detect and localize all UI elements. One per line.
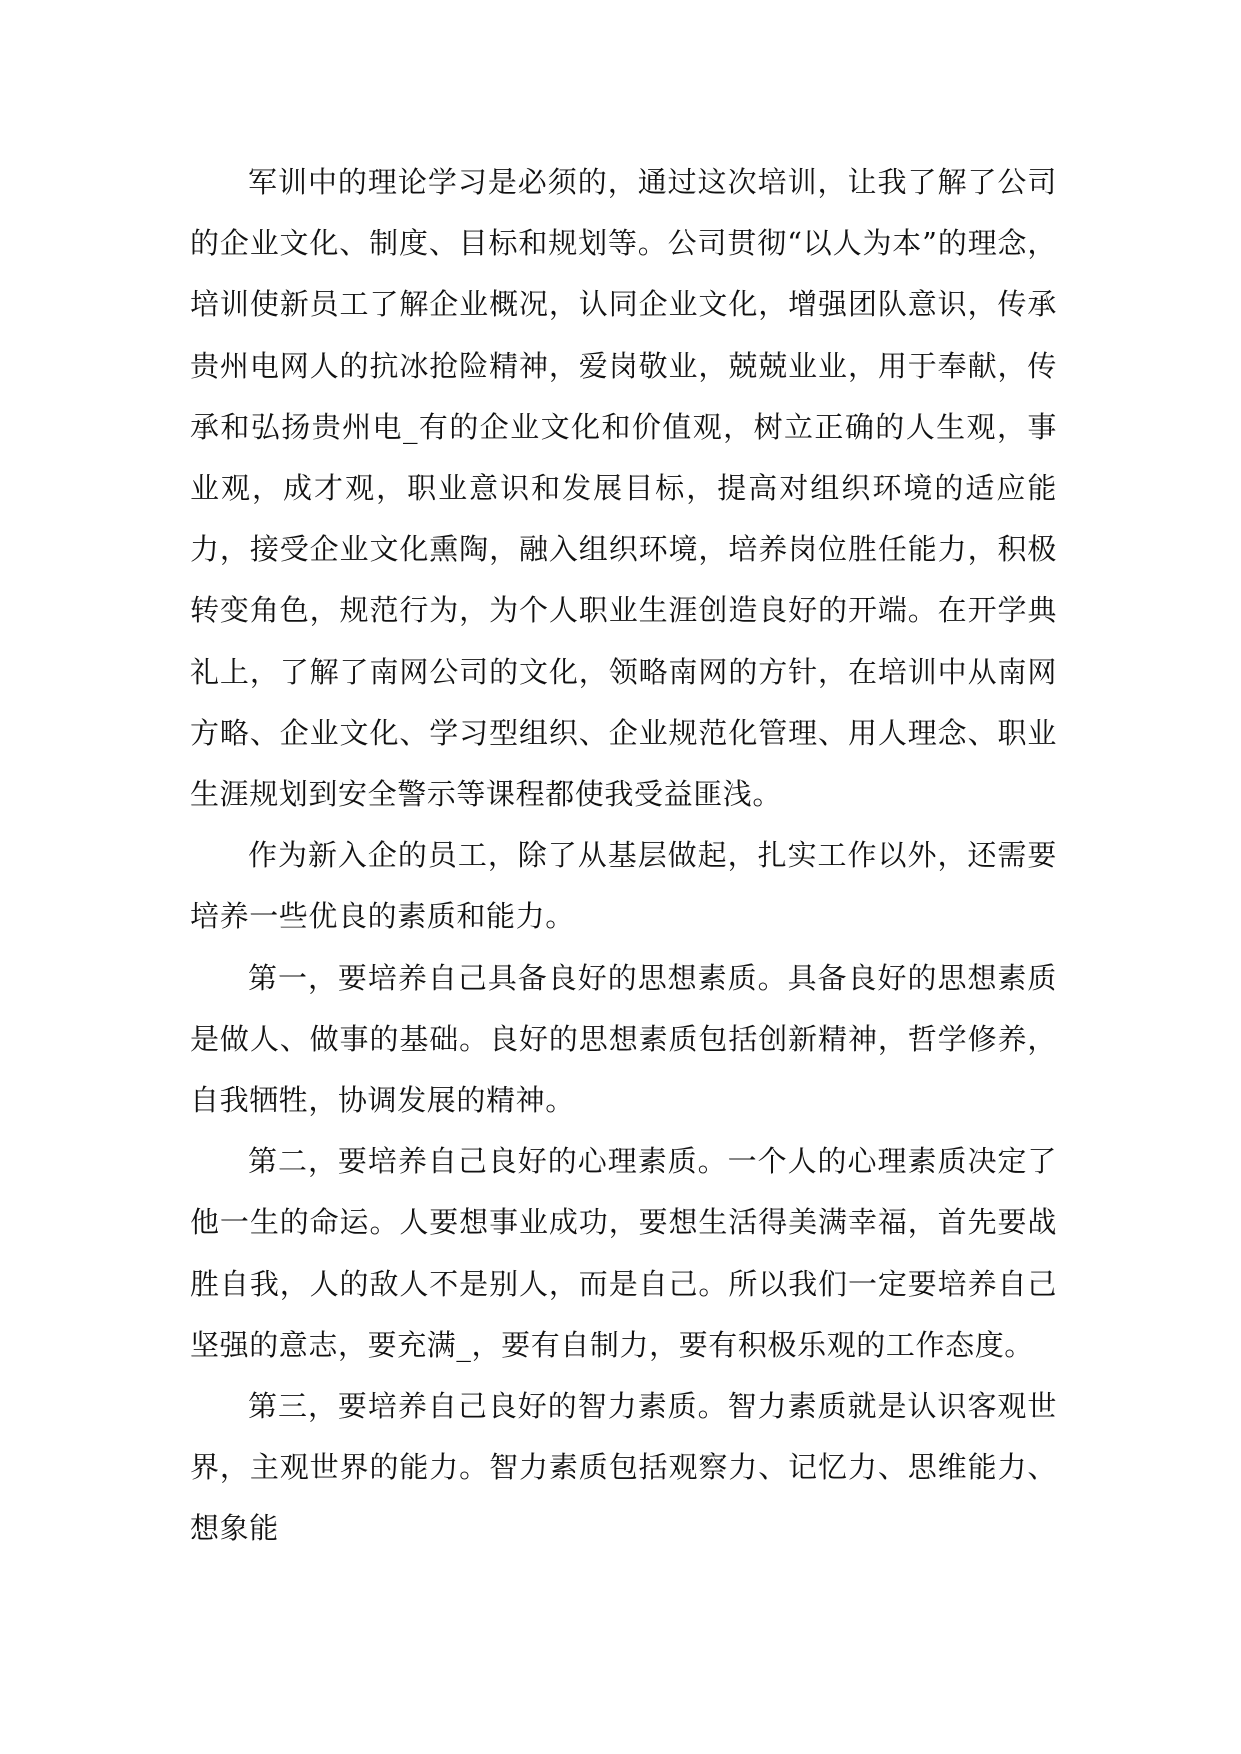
paragraph-new-employee-qualities: 作为新入企的员工，除了从基层做起，扎实工作以外，还需要培养一些优良的素质和能力。 bbox=[190, 838, 1057, 934]
paragraph-third-intellectual-quality: 第三，要培养自己良好的智力素质。智力素质就是认识客观世界，主观世界的能力。智力素质包括观察力、记忆力、思维能力、想象能 bbox=[190, 1389, 1057, 1546]
paragraph-first-ideological-quality: 第一，要培养自己具备良好的思想素质。具备良好的思想素质是做人、做事的基础。良好的思想素质包括创新精神，哲学修养，自我牺牲，协调发展的精神。 bbox=[190, 960, 1057, 1118]
paragraph-military-training-theory: 军训中的理论学习是必须的，通过这次培训，让我了解了公司的企业文化、制度、目标和规划等。公司贯彻“以人为本”的理念，培训使新员工了解企业概况，认同企业文化，增强团队意识，传承贵州电网人的抗冰抢险精神，爱岗敬业，兢兢业业，用于奉献，传承和弘扬贵州电_有的企业文化和价值观，树立正确的人生观，事业观，成才观，职业意识和发展目标，提高对组织环境的适应能力，接受企业文化熏陶，融入组织环境，培养岗位胜任能力，积极转变角色，规范行为，为个人职业生涯创造良好的开端。在开学典礼上，了解了南网公司的文化，领略南网的方针，在培训中从南网方略、企业文化、学习型组织、企业规范化管理、用人理念、职业生涯规划到安全警示等课程都使我受益匪浅。 bbox=[190, 165, 1057, 812]
paragraph-second-psychological-quality: 第二，要培养自己良好的心理素质。一个人的心理素质决定了他一生的命运。人要想事业成功，要想生活得美满幸福，首先要战胜自我，人的敌人不是别人，而是自己。所以我们一定要培养自己坚强的意志，要充满_，要有自制力，要有积极乐观的工作态度。 bbox=[190, 1144, 1057, 1362]
